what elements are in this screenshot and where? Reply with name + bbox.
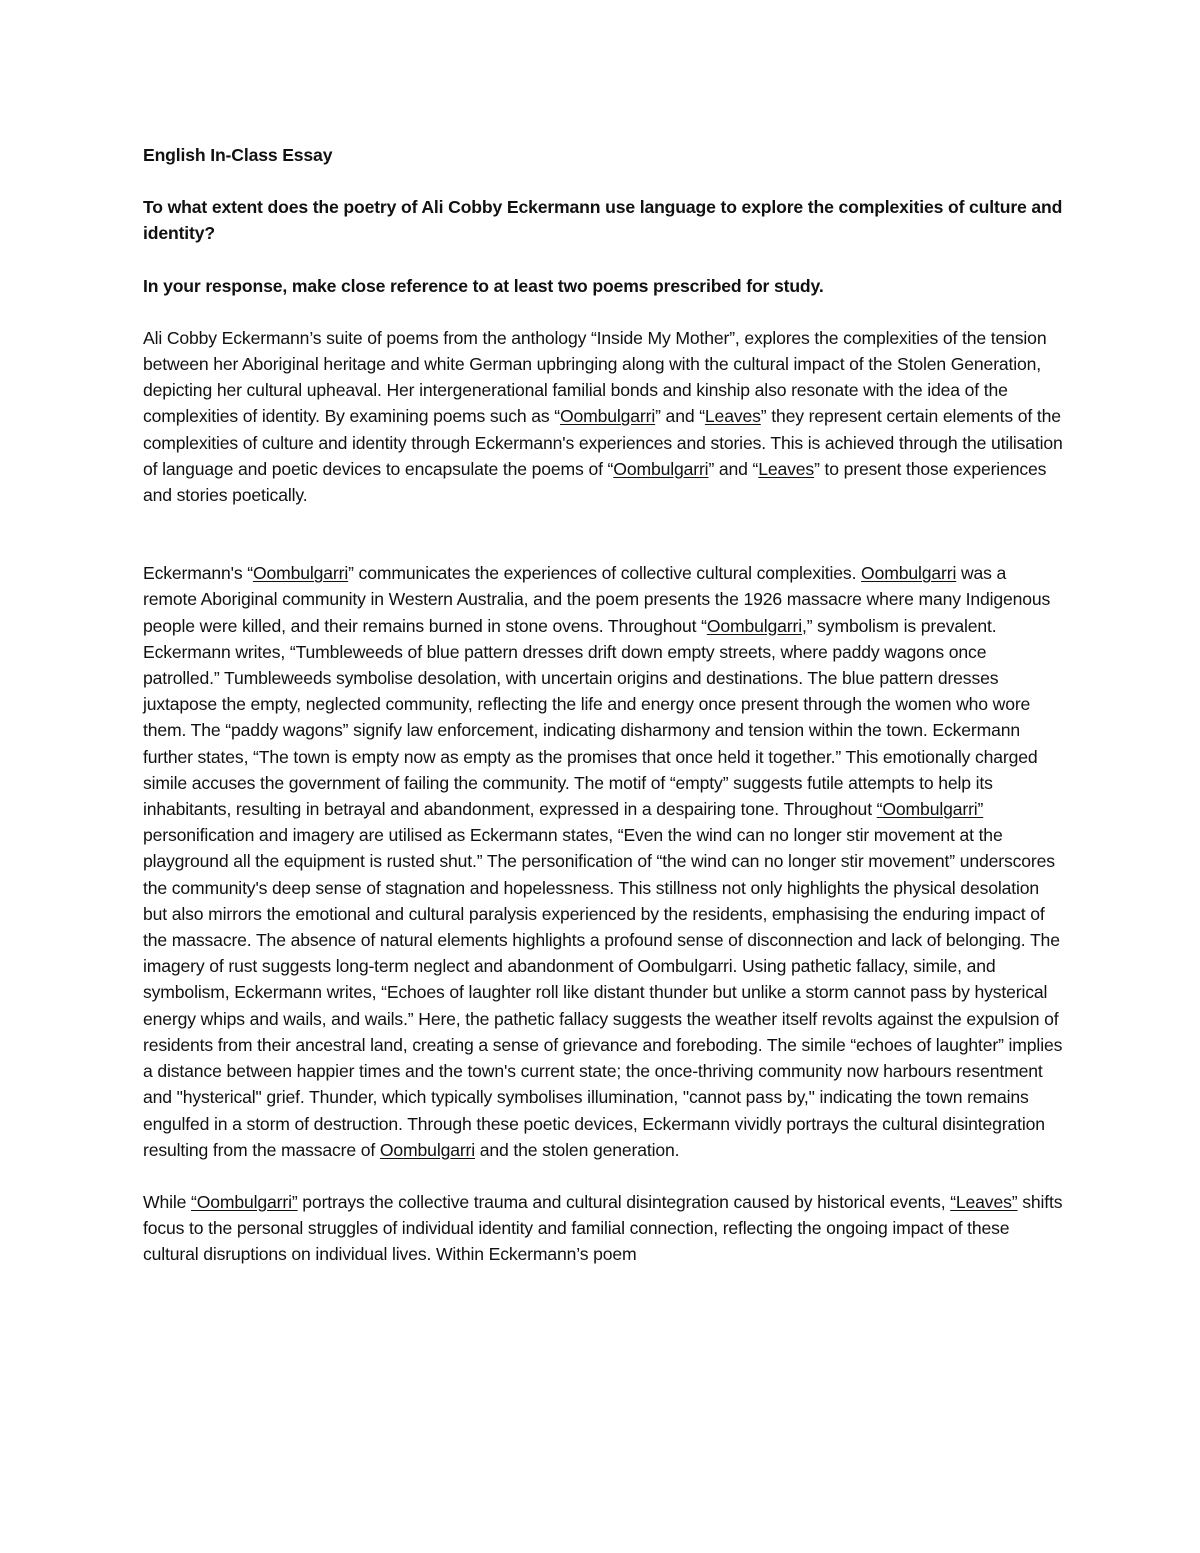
poem-title-link: Leaves: [758, 458, 815, 479]
poem-title-link: Leaves: [704, 406, 761, 427]
text-run: ” they represent certain elements of the complexities of culture and identity through Eckermann's experiences and stories. This is achieved through the utilisation of language and poetic devices to encapsulate the poems of “: [143, 406, 1063, 479]
poem-title-link: Oombulgarri: [613, 458, 709, 479]
text-run: portrays the collective trauma and cultural disintegration caused by historical events,: [297, 1191, 951, 1212]
poem-title-link: “Leaves”: [950, 1191, 1018, 1212]
text-run: shifts focus to the personal struggles of individual identity and familial connection, reflecting the ongoing impact of these cultural disruptions on individual lives. Within Eckermann’s poem: [143, 1191, 1063, 1265]
text-run: ” communicates the experiences of collective cultural complexities.: [348, 563, 862, 584]
spacer: [143, 1163, 1063, 1189]
essay-title: English In-Class Essay: [143, 145, 333, 165]
text-run: ” to present those experiences and stories poetically.: [143, 458, 1047, 506]
body-paragraph-leaves: [143, 1189, 1063, 1268]
text-run: and the stolen generation.: [475, 1139, 680, 1160]
spacer: [143, 508, 1063, 560]
intro-paragraph: [143, 325, 1063, 508]
spacer: [143, 168, 1063, 194]
text-run: While: [143, 1191, 191, 1212]
poem-title-link: Oombulgarri,: [706, 615, 807, 636]
text-run: Ali Cobby Eckermann’s suite of poems from the anthology “Inside My Mother”, explores the complexities of the tension between her Aboriginal heritage and white German upbringing along with the cultural impact of the Stolen Generation, depicting her cultural upheaval. Her intergenerational familial bonds and kinship also resonate with the idea of the complexities of identity. By examining poems such as “: [143, 327, 1047, 427]
text-run: ” and “: [655, 406, 705, 427]
text-run: was a remote Aboriginal community in Western Australia, and the poem presents the 1926 massacre where many Indigenous people were killed, and their remains burned in stone ovens. Throughout “: [143, 563, 1051, 636]
text-run: personification and imagery are utilised as Eckermann states, “Even the wind can no longer stir movement at the playground all the equipment is rusted shut.” The personification of “the wind can no longer stir movement” underscores the community's deep sense of stagnation and hopelessness. This stillness not only highlights the physical desolation but also mirrors the emotional and cultural paralysis experienced by the residents, emphasising the enduring impact of the massacre. The absence of natural elements highlights a profound sense of disconnection and lack of belonging. The imagery of rust suggests long-term neglect and abandonment of Oombulgarri. Using pathetic fallacy, simile, and symbolism, Eckermann writes, “Echoes of laughter roll like distant thunder but unlike a storm cannot pass by hysterical energy whips and wails, and wails.” Here, the pathetic fallacy suggests the weather itself revolts against the expulsion of residents from their ancestral land, creating a sense of grievance and foreboding. The simile “echoes of laughter” implies a distance between happier times and the town's current state; the once-thriving community now harbours resentment and "hysterical" grief. Thunder, which typically symbolises illumination, "cannot pass by," indicating the town remains engulfed in a storm of destruction. Through these poetic devices, Eckermann vividly portrays the cultural disintegration resulting from the massacre of: [143, 825, 1063, 1160]
poem-title-link: “Oombulgarri”: [876, 799, 984, 820]
poem-title-link: Oombulgarri: [252, 563, 349, 584]
document-body: [143, 142, 1063, 1268]
body-paragraph-oombulgarri: [143, 560, 1063, 1163]
essay-question: To what extent does the poetry of Ali Cobby Eckermann use language to explore the complexities of culture and identity?: [143, 197, 1063, 244]
text-run: ” and “: [708, 458, 759, 479]
poem-title-link: Oombulgarri: [379, 1139, 476, 1160]
poem-title-link: Oombulgarri: [861, 563, 957, 584]
text-run: ” symbolism is prevalent. Eckermann writes, “Tumbleweeds of blue pattern dresses drift down empty streets, where paddy wagons once patrolled.” Tumbleweeds symbolise desolation, with uncertain origins and destinations. The blue pattern dresses juxtapose the empty, neglected community, reflecting the life and energy once present through the women who wore them. The “paddy wagons” signify law enforcement, indicating disharmony and tension within the town. Eckermann further states, “The town is empty now as empty as the promises that once held it together.” This emotionally charged simile accuses the government of failing the community. The motif of “empty” suggests futile attempts to help its inhabitants, resulting in betrayal and abandonment, expressed in a despairing tone. Throughout: [143, 615, 1038, 820]
poem-title-link: “Oombulgarri”: [190, 1191, 298, 1212]
essay-instruction: In your response, make close reference to at least two poems prescribed for study.: [143, 275, 824, 296]
spacer: [143, 247, 1063, 273]
spacer: [143, 299, 1063, 325]
poem-title-link: Oombulgarri: [559, 406, 656, 427]
text-run: Eckermann's “: [143, 563, 253, 584]
